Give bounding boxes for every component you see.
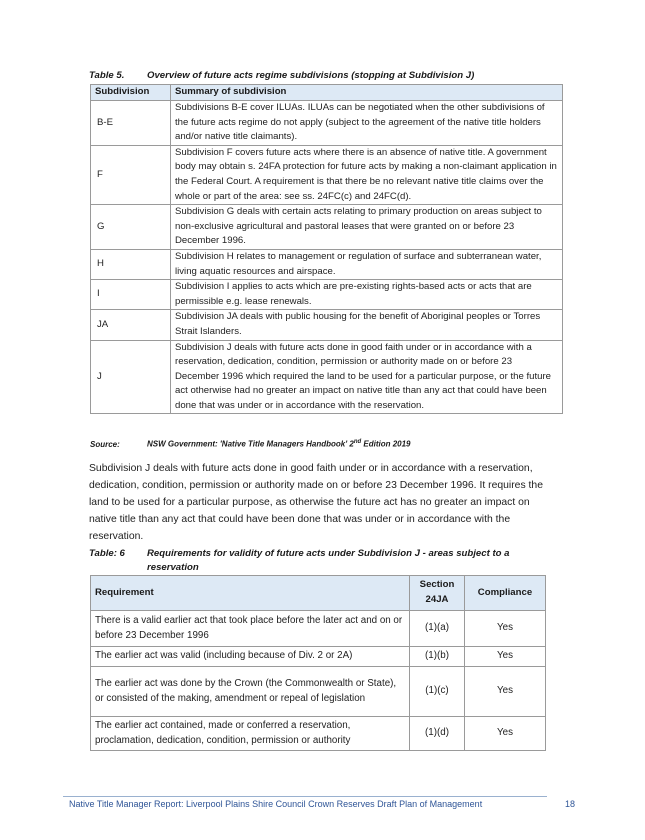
requirement-cell: There is a valid earlier act that took place before the later act and on or before 23 December 1996 (91, 611, 410, 647)
source-superscript: nd (353, 439, 362, 445)
compliance-cell: Yes (465, 647, 546, 667)
requirement-cell: The earlier act contained, made or conferred a reservation, proclamation, dedication, condition, permission or authority (91, 717, 410, 751)
table5-header-subdivision: Subdivision (91, 85, 171, 101)
table-row (91, 145, 563, 204)
table-row (91, 611, 546, 647)
compliance-cell: Yes (465, 667, 546, 717)
subdivision-cell: B-E (91, 101, 171, 146)
compliance-cell: Yes (465, 717, 546, 751)
subdivision-cell: JA (91, 310, 171, 340)
table-row (91, 205, 563, 250)
table5-source (90, 439, 411, 449)
section-cell: (1)(c) (410, 667, 465, 717)
table6-header-section (410, 576, 465, 611)
source-edition: Edition 2019 (361, 439, 411, 449)
section-header-line2: 24JA (425, 594, 449, 605)
table5-caption (89, 70, 474, 82)
subdivision-cell: I (91, 280, 171, 310)
table-row (91, 647, 546, 667)
table-row (91, 249, 563, 279)
table5-header-summary: Summary of subdivision (171, 85, 563, 101)
footer-divider (63, 796, 547, 797)
subdivision-cell: H (91, 249, 171, 279)
table6-caption (89, 548, 510, 560)
section-cell: (1)(b) (410, 647, 465, 667)
subdivision-cell: J (91, 340, 171, 414)
body-paragraph: Subdivision J deals with future acts done in good faith under or in accordance with a reservation, dedication, condition, permission or authority made on or before 23 December 1996. It requires the land to be used for a particular purpose, as otherwise the future act has no greater an impact on native title than any act that could have been done that was under or in accordance with the reservation. (89, 463, 543, 542)
table-row (91, 310, 563, 340)
table-row (91, 340, 563, 414)
subdivision-cell: F (91, 145, 171, 204)
source-text: NSW Government: 'Native Title Managers Handbook' 2 (147, 439, 354, 449)
table-row (91, 667, 546, 717)
summary-cell: Subdivision JA deals with public housing for the benefit of Aboriginal peoples or Torres Strait Islanders. (171, 310, 563, 340)
table6-header-requirement: Requirement (91, 576, 410, 611)
table6-header-row (91, 576, 546, 611)
summary-cell: Subdivision G deals with certain acts relating to primary production on areas subject to non-exclusive agricultural and pastoral leases that were granted on or before 23 December 1996. (171, 205, 563, 250)
table6-number: Table: 6 (89, 548, 125, 559)
summary-cell: Subdivision F covers future acts where there is an absence of native title. A government body may obtain s. 24FA protection for future acts by making a non-claimant application in the Federal Court. A requirement is that there be no relevant native title claims over the whole or part of the area: see ss. 24FC(c) and 24FC(d). (171, 145, 563, 204)
subdivision-cell: G (91, 205, 171, 250)
page-number: 18 (565, 799, 576, 809)
table-row (91, 101, 563, 146)
summary-cell: Subdivision I applies to acts which are pre-existing rights-based acts or acts that are permissible e.g. lease renewals. (171, 280, 563, 310)
requirement-cell: The earlier act was valid (including because of Div. 2 or 2A) (91, 647, 410, 667)
table6-title-line1: Requirements for validity of future acts under Subdivision J - areas subject to a (147, 548, 510, 559)
table6-title-line2: reservation (147, 562, 199, 573)
table-row (91, 280, 563, 310)
table-row (91, 717, 546, 751)
table5-number: Table 5. (89, 70, 125, 81)
summary-cell: Subdivision H relates to management or regulation of surface and subterranean water, living aquatic resources and airspace. (171, 249, 563, 279)
table5 (90, 84, 563, 414)
requirement-cell: The earlier act was done by the Crown (the Commonwealth or State), or consisted of the making, amendment or repeal of legislation (91, 667, 410, 717)
table5-header-row (91, 85, 563, 101)
table5-title: Overview of future acts regime subdivisions (stopping at Subdivision J) (147, 70, 475, 81)
footer-text: Native Title Manager Report: Liverpool Plains Shire Council Crown Reserves Draft Plan of Management (69, 799, 483, 809)
section-cell: (1)(d) (410, 717, 465, 751)
table6-header-compliance: Compliance (465, 576, 546, 611)
table6 (90, 575, 546, 751)
compliance-cell: Yes (465, 611, 546, 647)
source-label: Source: (90, 439, 120, 449)
summary-cell: Subdivision J deals with future acts done in good faith under or in accordance with a reservation, dedication, condition, permission or authority made on or before 23 December 1996 which required the land to be used for a particular purpose, or the future act otherwise had no greater an impact on native title than any act that could have been done that was under or in accordance with the reservation. (171, 340, 563, 414)
summary-cell: Subdivisions B-E cover ILUAs. ILUAs can be negotiated when the other subdivisions of the future acts regime do not apply (subject to the agreement of the native title holders and/or native title claimants). (171, 101, 563, 146)
section-cell: (1)(a) (410, 611, 465, 647)
section-header-line1: Section (419, 579, 455, 591)
table6-caption-line2 (147, 562, 199, 574)
